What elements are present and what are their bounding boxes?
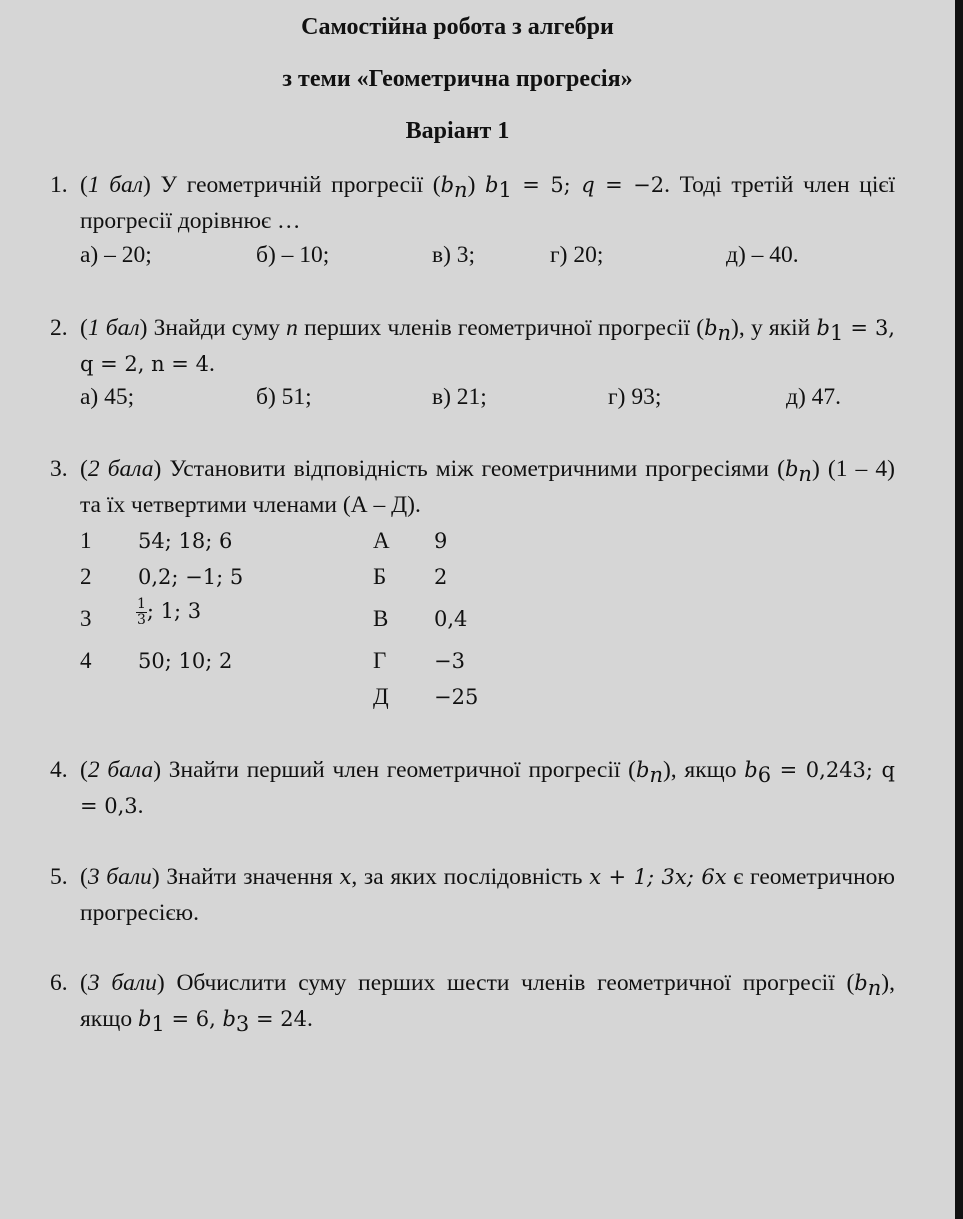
problem-points: 1 бал <box>87 172 144 198</box>
answer-option: д) 47. <box>786 384 842 410</box>
problem-3 <box>50 451 895 523</box>
problem-number: 5. <box>50 864 68 890</box>
variant-label: Варіант 1 <box>405 118 510 144</box>
problem-number: 2. <box>50 315 68 341</box>
match-right-value: −25 <box>434 685 479 709</box>
math-expr: = 0,243; q = 0,3 <box>80 758 895 818</box>
text: Установити відповідність між геометричними прогресіями ( <box>161 456 785 482</box>
text: ) <box>467 172 486 198</box>
problem-points: 2 бала <box>87 757 154 783</box>
answer-option: д) – 40. <box>726 242 799 268</box>
answer-option: а) – 20; <box>80 242 152 268</box>
math-sub: 1 <box>829 321 844 345</box>
match-right-value: 2 <box>434 565 448 589</box>
math-var: b <box>784 457 799 481</box>
problem-1 <box>50 167 895 239</box>
text: . <box>306 1006 313 1032</box>
match-right-value: 9 <box>434 529 448 553</box>
match-left-number: 1 <box>80 528 92 553</box>
math-var: b <box>137 1007 152 1031</box>
problem-number: 4. <box>50 757 68 783</box>
problem-points: 3 бали <box>87 970 157 996</box>
text: . <box>208 351 215 377</box>
match-left-sequence: 50; 10; 2 <box>138 649 233 673</box>
math-var: b <box>440 173 455 197</box>
match-right-value: −3 <box>434 649 465 673</box>
math-sub: 3 <box>235 1012 250 1036</box>
worksheet-topic: з теми «Геометрична прогресія» <box>282 66 633 92</box>
math-sub: n <box>798 462 812 486</box>
problem-text: (3 бали) Обчислити суму перших шести членів геометричної прогресії $(b_n)$, якщо $b_1 = 6$, $b_3 = 24$. <box>80 970 895 1036</box>
math-sub: 1 <box>151 1012 165 1036</box>
match-right-letter: В <box>373 606 389 631</box>
math-expr: = 5; <box>511 173 582 197</box>
answer-option: б) – 10; <box>256 242 330 268</box>
math-var: b <box>854 971 868 995</box>
text: . Тоді третій член цієї прогресії дорівнює … <box>80 172 896 234</box>
math-expr: = 3, q = 2, n = 4 <box>80 316 895 376</box>
problem-points: 1 бал <box>87 315 140 341</box>
answer-option: г) 93; <box>608 384 662 410</box>
text: Обчислити суму перших шести членів геометричної прогресії ( <box>164 970 855 996</box>
math-sub: n <box>867 976 882 1000</box>
text: ), якщо <box>80 970 895 1032</box>
math-var: b <box>744 758 758 782</box>
text: . <box>137 793 144 819</box>
math-var: b <box>222 1007 236 1031</box>
text: У геометричній прогресії ( <box>150 172 441 198</box>
text: , за яких послідовність <box>351 864 590 890</box>
problem-5 <box>50 859 895 931</box>
problem-points: 3 бали <box>87 864 152 890</box>
math-expr: = 24 <box>249 1007 307 1031</box>
match-right-letter: А <box>373 528 390 553</box>
screen-edge <box>955 0 963 1219</box>
math-expr: x + 1; 3x; 6x <box>589 865 727 889</box>
math-var: b <box>704 316 718 340</box>
answer-option: г) 20; <box>550 242 604 268</box>
sequence-rest: ; 1; 3 <box>146 599 202 623</box>
problem-text: (2 бала) Установити відповідність між геометричними прогресіями $(b_n)$ (1 – 4) та їх четвертими членами (А – Д). <box>80 456 895 518</box>
math-sub: 1 <box>498 178 512 202</box>
problem-text: (2 бала) Знайти перший член геометричної прогресії $(b_n)$, якщо $b_6 = 0,243$; q = 0,3. <box>80 757 895 819</box>
worksheet-title: Самостійна робота з алгебри <box>301 14 614 40</box>
match-left-number: 2 <box>80 564 92 589</box>
match-right-letter: Б <box>373 564 387 589</box>
math-var: n <box>286 315 298 341</box>
text: Знайти перший член геометричної прогресії ( <box>161 757 636 783</box>
answer-option: в) 21; <box>432 384 487 410</box>
answer-option: в) 3; <box>432 242 476 268</box>
math-var: b <box>485 173 499 197</box>
text: Знайди суму <box>147 315 287 341</box>
math-sub: 6 <box>757 763 772 787</box>
match-right-value: 0,4 <box>434 607 468 631</box>
problem-text: (3 бали) Знайти значення x, за яких послідовність x + 1; 3x; 6x є геометричною прогресією. <box>80 864 895 926</box>
text: ) (1 – 4) та їх четвертими членами (А – Д). <box>80 456 895 518</box>
problem-points: 2 бала <box>87 456 154 482</box>
answer-option: б) 51; <box>256 384 312 410</box>
match-right-letter: Г <box>373 648 387 673</box>
match-left-sequence: 0,2; −1; 5 <box>138 565 244 589</box>
match-right-letter: Д <box>373 684 389 709</box>
problem-text: (1 бал) У геометричній прогресії $(b_n) b_1 = 5$; q = −2. Тоді третій член цієї прогресії дорівнює … <box>80 172 896 234</box>
problem-number: 6. <box>50 970 68 996</box>
text: ), у якій <box>731 315 817 341</box>
match-left-sequence: 54; 18; 6 <box>138 529 233 553</box>
problem-4 <box>50 752 895 824</box>
problem-number: 1. <box>50 172 68 198</box>
problem-6 <box>50 965 895 1037</box>
math-expr: = −2 <box>594 173 665 197</box>
problem-text: (1 бал) Знайди суму n перших членів геометричної прогресії $(b_n)$, у якій $b_1 = 3$, q = 2, n = 4. <box>80 315 895 377</box>
answer-option: а) 45; <box>80 384 135 410</box>
text: перших членів геометричної прогресії ( <box>297 315 705 341</box>
math-expr: = 6, <box>164 1007 223 1031</box>
math-sub: n <box>717 321 732 345</box>
text: ), якщо <box>662 757 745 783</box>
text: Знайти значення <box>159 864 340 890</box>
math-var: q <box>581 173 595 197</box>
math-var: x <box>339 865 352 889</box>
math-sub: n <box>454 178 468 202</box>
fraction-denominator: 3 <box>137 612 146 628</box>
match-left-number: 4 <box>80 648 92 673</box>
text: є геометричною прогресією. <box>80 864 895 926</box>
fraction-numerator: 1 <box>137 596 146 612</box>
match-left-sequence <box>136 597 201 628</box>
fraction <box>136 597 147 628</box>
math-sub: n <box>649 763 663 787</box>
math-var: b <box>636 758 650 782</box>
math-var: b <box>816 316 830 340</box>
problem-number: 3. <box>50 456 68 482</box>
match-left-number: 3 <box>80 606 92 631</box>
problem-2 <box>50 310 895 382</box>
